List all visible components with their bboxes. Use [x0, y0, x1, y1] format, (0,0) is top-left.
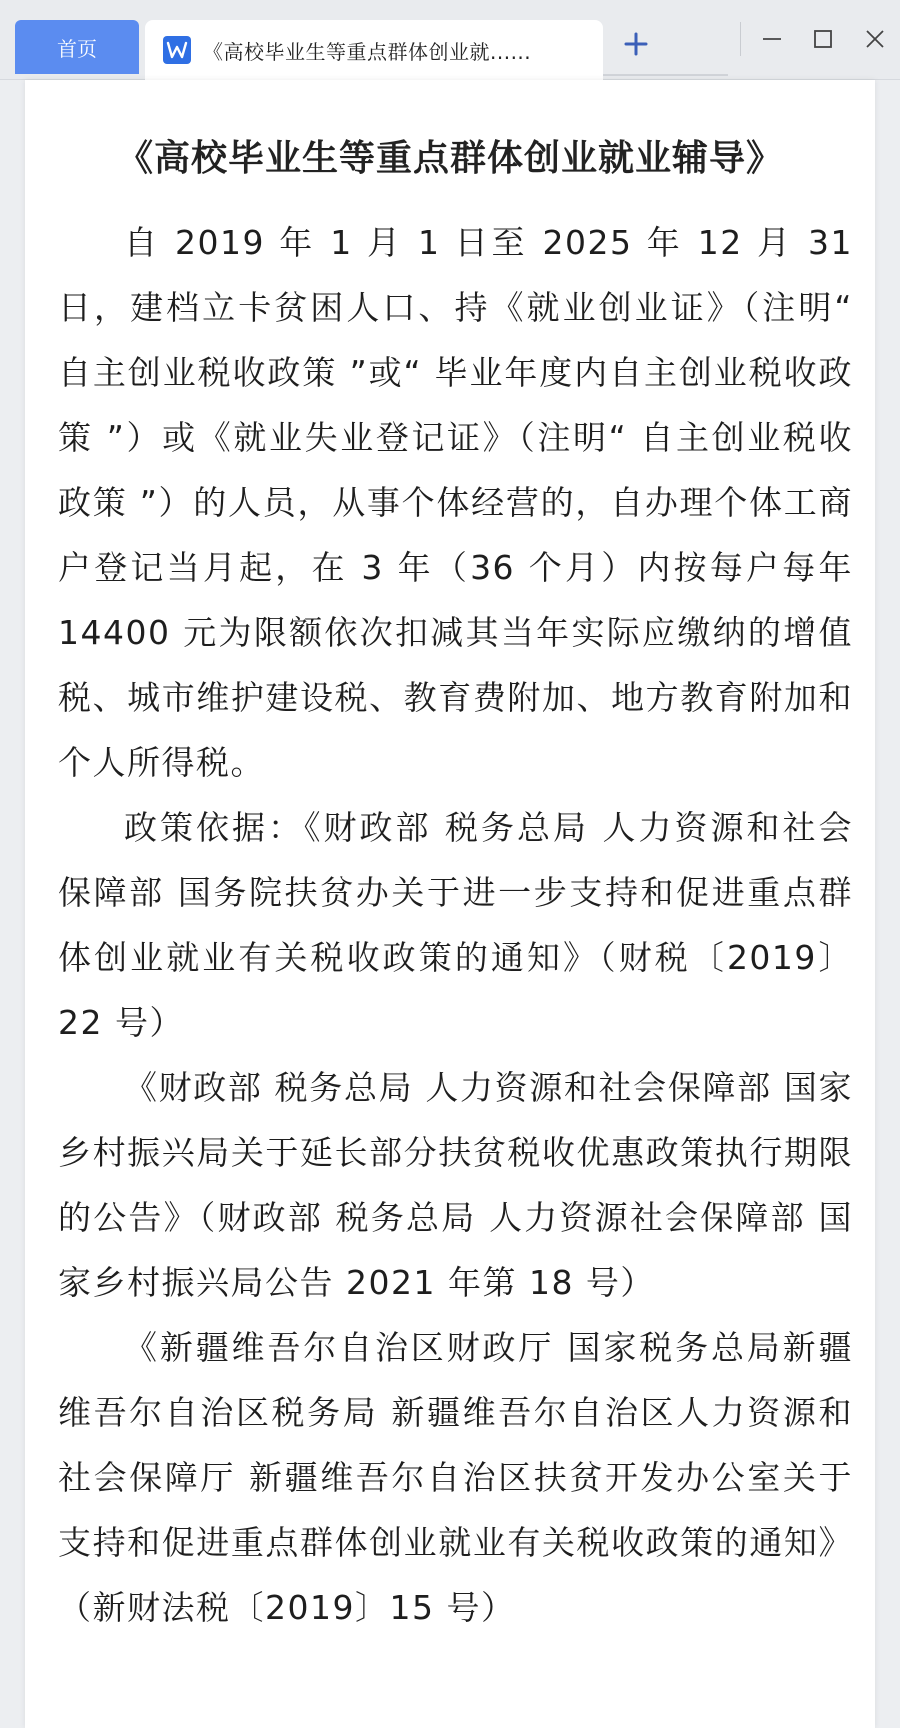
tab-home[interactable] — [15, 20, 139, 74]
close-icon — [864, 28, 886, 54]
tab-document[interactable] — [145, 20, 603, 80]
tab-strip-line — [603, 74, 728, 76]
minimize-icon — [761, 28, 783, 54]
document-heading: 《高校毕业生等重点群体创业就业辅导》 — [116, 138, 783, 179]
window-controls-divider — [740, 22, 741, 56]
minimize-button[interactable] — [755, 24, 789, 58]
paragraph-policy-content: 自 2019 年 1 月 1 日至 2025 年 12 月 31 日，建档立卡贫困人口、持《就业创业证》（注明“ 自主创业税收政策 ”或“ 毕业年度内自主创业税收政策 ”）或《就业失业登记证》（注明“ 自主创业税收政策 ”）的人员，从事个体经营的，自办理个体工商户登记当月起，在 3 年（36 个月）内按每户每年 14400 元为限额依次扣减其当年实际应缴纳的增值税、城市维护建设税、教育费附加、地方教育附加和个人所得税。 — [58, 223, 853, 782]
tab-document-title: 《高校毕业生等重点群体创业就...... — [203, 39, 532, 64]
title-bar — [0, 0, 900, 80]
add-tab-button[interactable] — [618, 28, 654, 64]
document-body — [58, 210, 853, 1640]
close-button[interactable] — [858, 24, 892, 58]
paragraph-reference-xinjiang: 《新疆维吾尔自治区财政厅 国家税务总局新疆维吾尔自治区税务局 新疆维吾尔自治区人力资源和社会保障厅 新疆维吾尔自治区扶贫开发办公室关于支持和促进重点群体创业就业有关税收政策的通知》（新财法税〔2019〕15 号） — [58, 1328, 853, 1627]
writer-doc-icon — [163, 36, 191, 64]
document-page — [25, 80, 875, 1728]
tab-home-label: 首页 — [57, 36, 97, 61]
maximize-button[interactable] — [806, 24, 840, 58]
plus-icon — [623, 31, 649, 61]
maximize-icon — [812, 28, 834, 54]
paragraph-policy-basis: 政策依据：《财政部 税务总局 人力资源和社会保障部 国务院扶贫办关于进一步支持和促进重点群体创业就业有关税收政策的通知》（财税〔2019〕22 号） — [58, 808, 853, 1042]
paragraph-reference-2021: 《财政部 税务总局 人力资源和社会保障部 国家乡村振兴局关于延长部分扶贫税收优惠政策执行期限的公告》（财政部 税务总局 人力资源社会保障部 国家乡村振兴局公告 2021 年第 18 号） — [58, 1068, 853, 1302]
